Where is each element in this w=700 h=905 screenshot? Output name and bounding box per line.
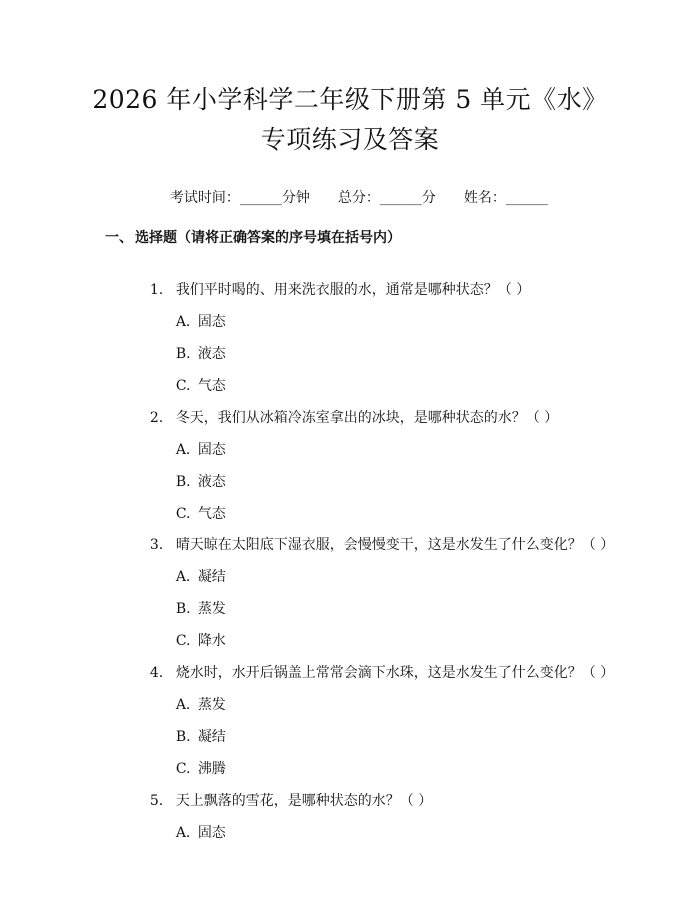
- option-text: 降水: [197, 633, 226, 649]
- option-letter: C.: [175, 506, 191, 522]
- option-letter: B.: [175, 601, 191, 617]
- option-letter: A.: [175, 569, 191, 585]
- option-letter: B.: [175, 346, 191, 362]
- question-5-option-a: [158, 803, 226, 863]
- question-text: 烧水时，水开后锅盖上常常会滴下水珠，这是水发生了什么变化？（ ）: [175, 665, 615, 681]
- option-letter: A.: [175, 442, 191, 458]
- option-text: 蒸发: [197, 601, 226, 617]
- option-letter: B.: [175, 474, 191, 490]
- exam-meta-row: [0, 168, 700, 228]
- option-text: 凝结: [197, 569, 226, 585]
- question-text: 我们平时喝的、用来洗衣服的水，通常是哪种状态？（ ）: [175, 282, 531, 298]
- document-title-line2: 专项练习及答案: [260, 125, 440, 154]
- option-text: 蒸发: [197, 697, 226, 713]
- option-text: 凝结: [197, 729, 226, 745]
- option-letter: A.: [175, 825, 191, 841]
- option-letter: C.: [175, 378, 191, 394]
- option-text: 固态: [197, 314, 226, 330]
- question-text: 晴天晾在太阳底下湿衣服，会慢慢变干，这是水发生了什么变化？（ ）: [175, 537, 615, 553]
- option-letter: A.: [175, 697, 191, 713]
- option-text: 沸腾: [197, 761, 226, 777]
- option-letter: B.: [175, 729, 191, 745]
- question-text: 天上飘落的雪花，是哪种状态的水？（ ）: [175, 793, 433, 809]
- option-letter: A.: [175, 314, 191, 330]
- student-name-field: 姓名：______: [463, 190, 548, 206]
- question-number: 1.: [149, 282, 164, 298]
- question-number: 5.: [149, 793, 164, 809]
- section-number: 一、: [105, 230, 133, 246]
- section-heading: [105, 228, 401, 248]
- question-number: 3.: [149, 537, 164, 553]
- option-text: 固态: [197, 825, 226, 841]
- document-title-line1: 2026 年小学科学二年级下册第 5 单元《水》: [92, 85, 608, 114]
- question-number: 4.: [149, 665, 164, 681]
- section-title: 选择题（请将正确答案的序号填在括号内）: [135, 230, 401, 246]
- exam-time-field: 考试时间：______分钟: [169, 190, 310, 206]
- option-text: 液态: [197, 346, 226, 362]
- question-number: 2.: [149, 410, 164, 426]
- option-text: 气态: [197, 378, 226, 394]
- option-text: 气态: [197, 506, 226, 522]
- total-score-field: 总分：______分: [337, 190, 436, 206]
- option-text: 固态: [197, 442, 226, 458]
- option-text: 液态: [197, 474, 226, 490]
- question-text: 冬天，我们从冰箱冷冻室拿出的冰块，是哪种状态的水？（ ）: [175, 410, 559, 426]
- option-letter: C.: [175, 761, 191, 777]
- option-letter: C.: [175, 633, 191, 649]
